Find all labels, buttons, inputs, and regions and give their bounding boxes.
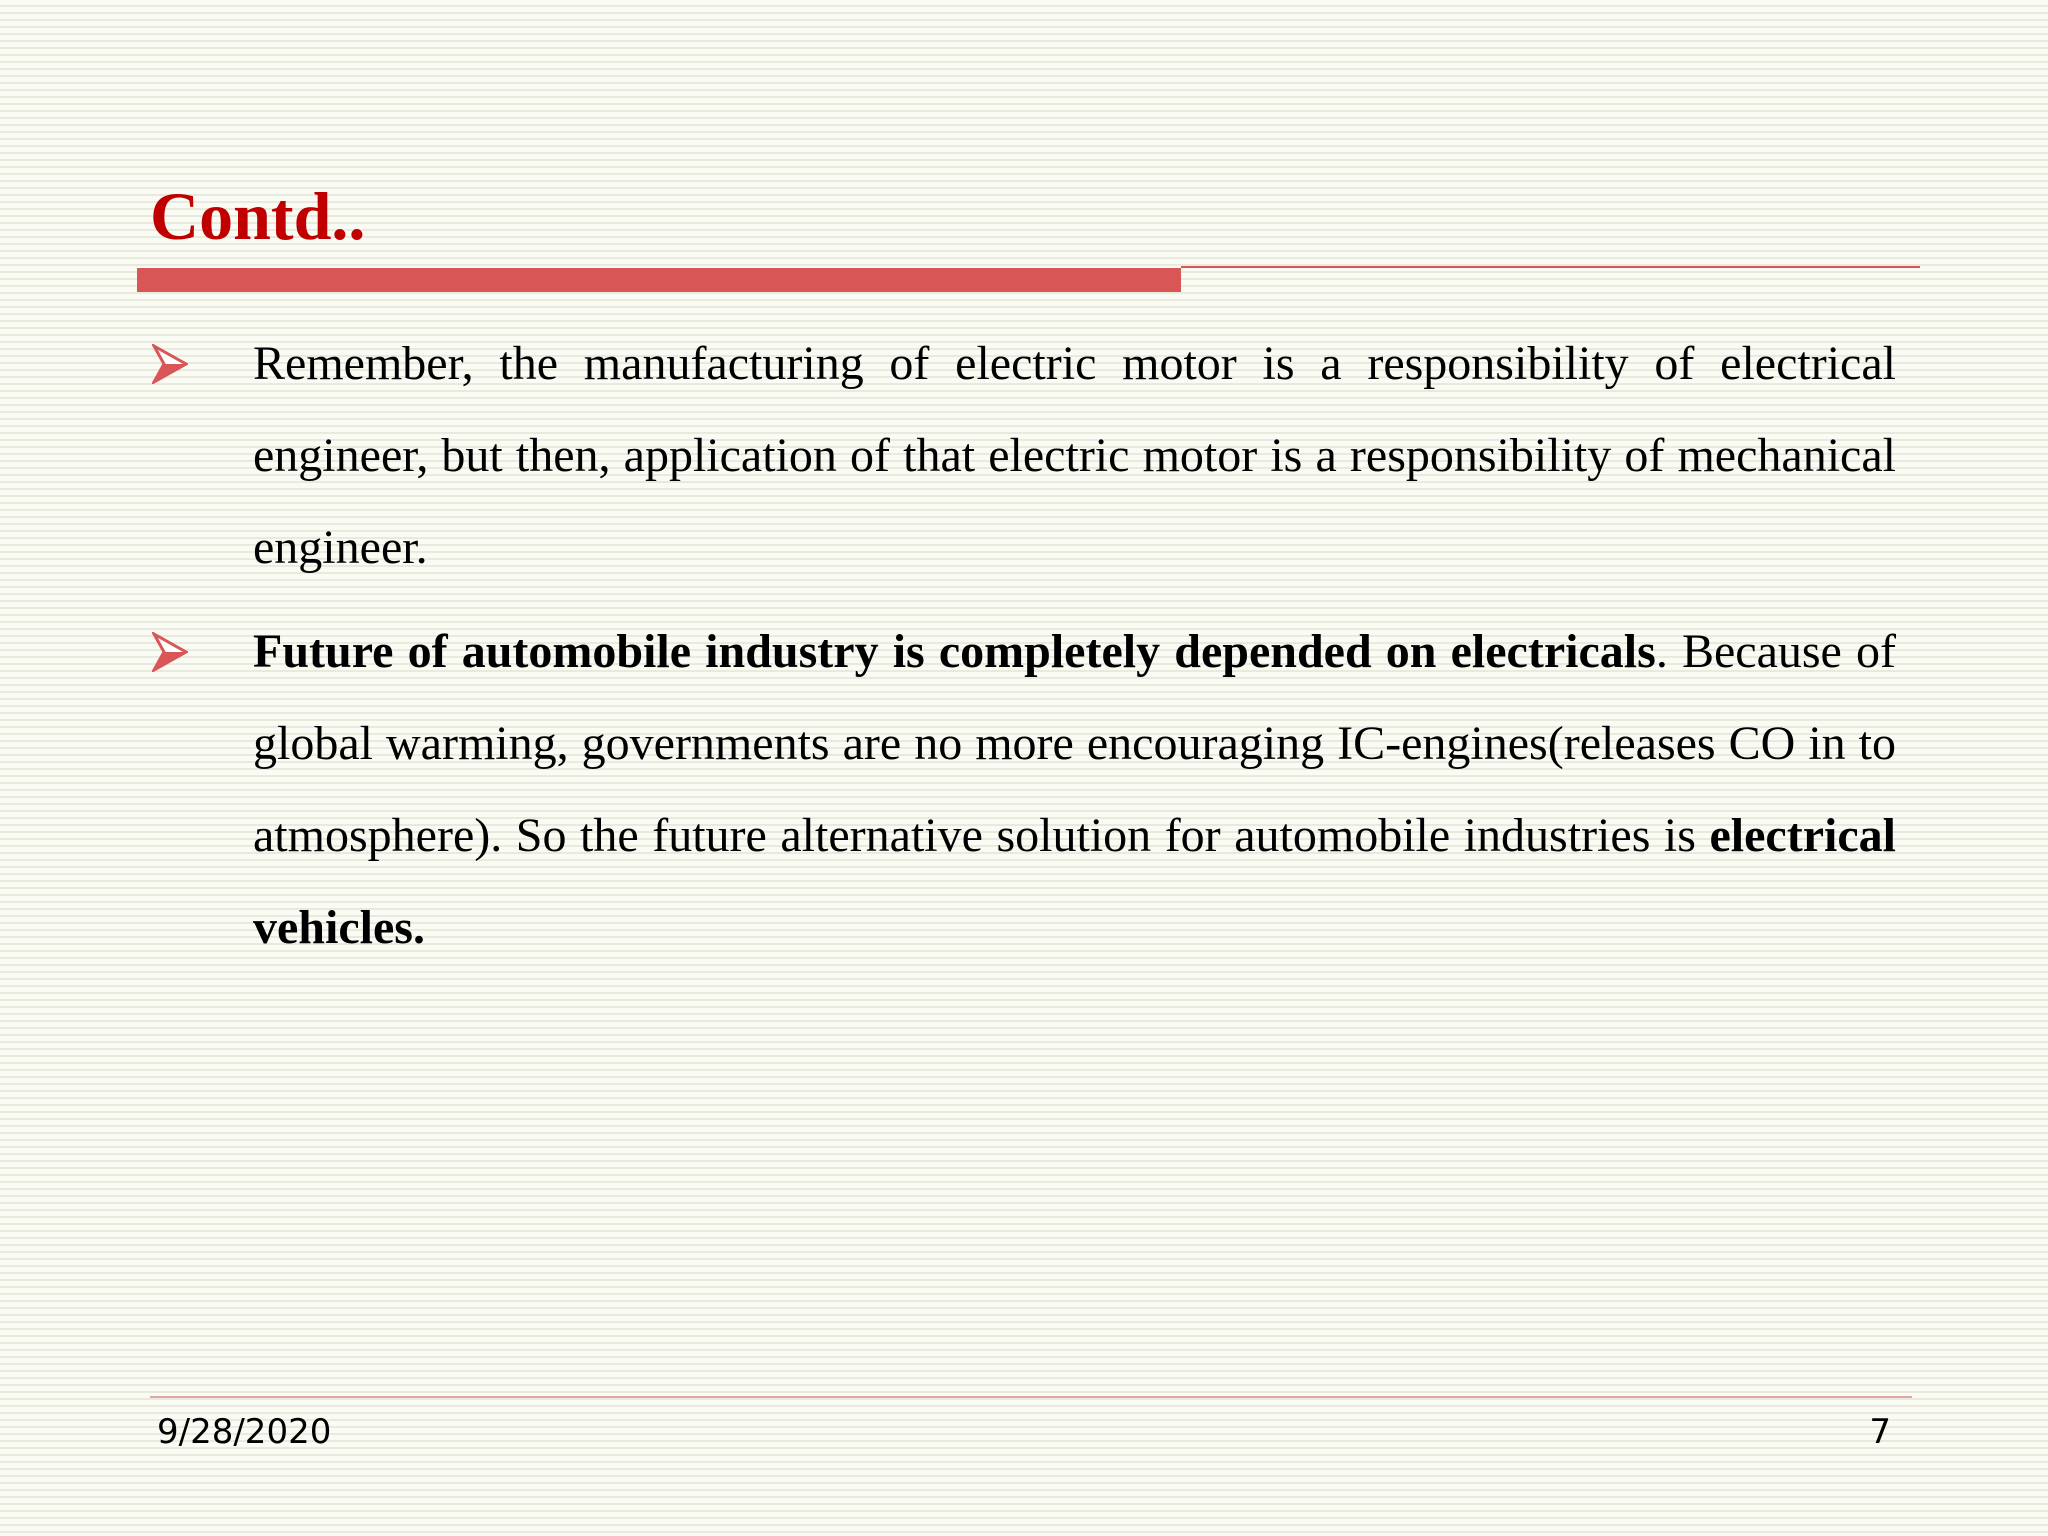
bullet-body: Because of global warming, governments are no more encouraging IC-engines(releases CO in to atmosphere). So the future alternative solution for automobile industries is xyxy=(253,625,1896,862)
arrowhead-bullet-icon xyxy=(152,344,188,384)
bullet-text: Remember, the manufacturing of electric motor is a responsibility of electrical engineer, but then, application of that electric motor is a responsibility of mechanical engineer. xyxy=(253,337,1896,574)
bullet-list xyxy=(150,318,1896,986)
footer-date: 9/28/2020 xyxy=(157,1412,332,1452)
bullet-item xyxy=(150,606,1896,974)
bullet-lead-bold: Future of automobile industry is completely depended on electricals xyxy=(253,625,1656,678)
bullet-tail-bold: electrical vehicles. xyxy=(253,809,1896,954)
page-number: 7 xyxy=(1869,1412,1891,1452)
bullet-lead-punct: . xyxy=(1655,625,1668,678)
footer-divider xyxy=(150,1396,1912,1398)
bullet-item xyxy=(150,318,1896,594)
title-underline-thin xyxy=(1181,266,1920,268)
arrowhead-bullet-icon xyxy=(152,632,188,672)
slide-title: Contd.. xyxy=(150,178,366,254)
title-underline-thick xyxy=(137,268,1181,292)
